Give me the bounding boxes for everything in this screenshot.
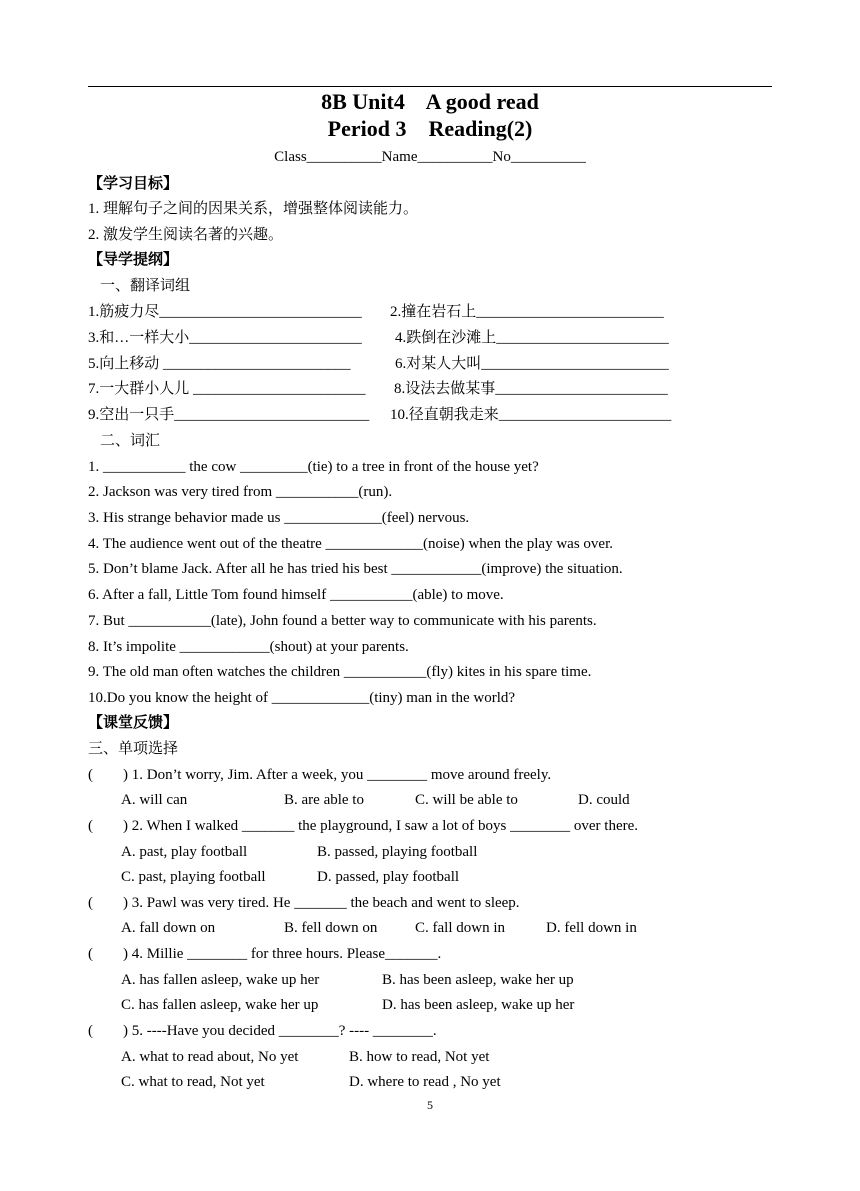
- mcq-option: D. passed, play football: [317, 869, 460, 885]
- goal-item: 1. 理解句子之间的因果关系，增强整体阅读能力。: [88, 201, 419, 217]
- mcq-option: A. past, play football: [121, 844, 248, 860]
- part-title-vocabulary: 二、词汇: [100, 433, 161, 449]
- mcq-option: C. what to read, Not yet: [121, 1074, 265, 1090]
- phrase-item: 5.向上移动 _________________________: [88, 356, 351, 372]
- mcq-option: D. has been asleep, wake up her: [382, 997, 575, 1013]
- phrase-item: 10.径直朝我走来_______________________: [390, 407, 672, 423]
- vocab-item: 2. Jackson was very tired from ___________(run).: [88, 484, 393, 500]
- page-number: 5: [427, 1098, 433, 1112]
- mcq-option: A. fall down on: [121, 920, 216, 936]
- student-info-line: Class__________Name__________No__________: [274, 149, 586, 165]
- mcq-question: ( ) 4. Millie ________ for three hours. Please_______.: [88, 946, 442, 962]
- mcq-option: B. has been asleep, wake her up: [382, 972, 574, 988]
- vocab-item: 9. The old man often watches the children ___________(fly) kites in his spare time.: [88, 664, 592, 680]
- vocab-item: 10.Do you know the height of _____________(tiny) man in the world?: [88, 690, 516, 706]
- mcq-option: B. are able to: [284, 792, 364, 808]
- worksheet-title: 8B Unit4 A good read: [321, 89, 539, 114]
- section-study-guide: 【导学提纲】: [88, 252, 179, 268]
- phrase-item: 1.筋疲力尽___________________________: [88, 304, 362, 320]
- vocab-item: 1. ___________ the cow _________(tie) to a tree in front of the house yet?: [88, 459, 539, 475]
- phrase-item: 4.跌倒在沙滩上_______________________: [395, 330, 669, 346]
- mcq-option: D. where to read , No yet: [349, 1074, 501, 1090]
- mcq-option: A. will can: [121, 792, 188, 808]
- mcq-option: C. fall down in: [415, 920, 505, 936]
- mcq-option: B. fell down on: [284, 920, 378, 936]
- vocab-item: 3. His strange behavior made us _____________(feel) nervous.: [88, 510, 470, 526]
- section-class-feedback: 【课堂反馈】: [88, 715, 179, 731]
- worksheet-subtitle: Period 3 Reading(2): [327, 116, 533, 141]
- mcq-option: B. how to read, Not yet: [349, 1049, 490, 1065]
- phrase-item: 8.设法去做某事_______________________: [394, 381, 668, 397]
- mcq-option: D. fell down in: [546, 920, 637, 936]
- mcq-option: C. has fallen asleep, wake her up: [121, 997, 319, 1013]
- phrase-item: 7.一大群小人儿 _______________________: [88, 381, 366, 397]
- header-rule: [88, 86, 772, 87]
- mcq-option: B. passed, playing football: [317, 844, 478, 860]
- phrase-item: 2.撞在岩石上_________________________: [390, 304, 664, 320]
- mcq-option: C. past, playing football: [121, 869, 266, 885]
- mcq-question: ( ) 5. ----Have you decided ________? ---- ________.: [88, 1023, 437, 1039]
- phrase-item: 3.和…一样大小_______________________: [88, 330, 362, 346]
- part-title-translate: 一、翻译词组: [100, 278, 191, 294]
- mcq-option: A. has fallen asleep, wake up her: [121, 972, 320, 988]
- mcq-question: ( ) 3. Pawl was very tired. He _______ the beach and went to sleep.: [88, 895, 520, 911]
- vocab-item: 8. It’s impolite ____________(shout) at your parents.: [88, 639, 409, 655]
- mcq-option: A. what to read about, No yet: [121, 1049, 299, 1065]
- vocab-item: 4. The audience went out of the theatre _____________(noise) when the play was over.: [88, 536, 613, 552]
- vocab-item: 6. After a fall, Little Tom found himself ___________(able) to move.: [88, 587, 504, 603]
- phrase-item: 9.空出一只手__________________________: [88, 407, 370, 423]
- mcq-question: ( ) 2. When I walked _______ the playground, I saw a lot of boys ________ over there.: [88, 818, 639, 834]
- part-title-multiple-choice: 三、单项选择: [88, 741, 179, 757]
- section-learning-goals: 【学习目标】: [88, 176, 179, 192]
- goal-item: 2. 激发学生阅读名著的兴趣。: [88, 227, 284, 243]
- phrase-item: 6.对某人大叫_________________________: [395, 356, 669, 372]
- mcq-option: D. could: [578, 792, 630, 808]
- vocab-item: 7. But ___________(late), John found a better way to communicate with his parents.: [88, 613, 597, 629]
- vocab-item: 5. Don’t blame Jack. After all he has tried his best ____________(improve) the situation.: [88, 561, 623, 577]
- mcq-question: ( ) 1. Don’t worry, Jim. After a week, you ________ move around freely.: [88, 767, 552, 783]
- mcq-option: C. will be able to: [415, 792, 518, 808]
